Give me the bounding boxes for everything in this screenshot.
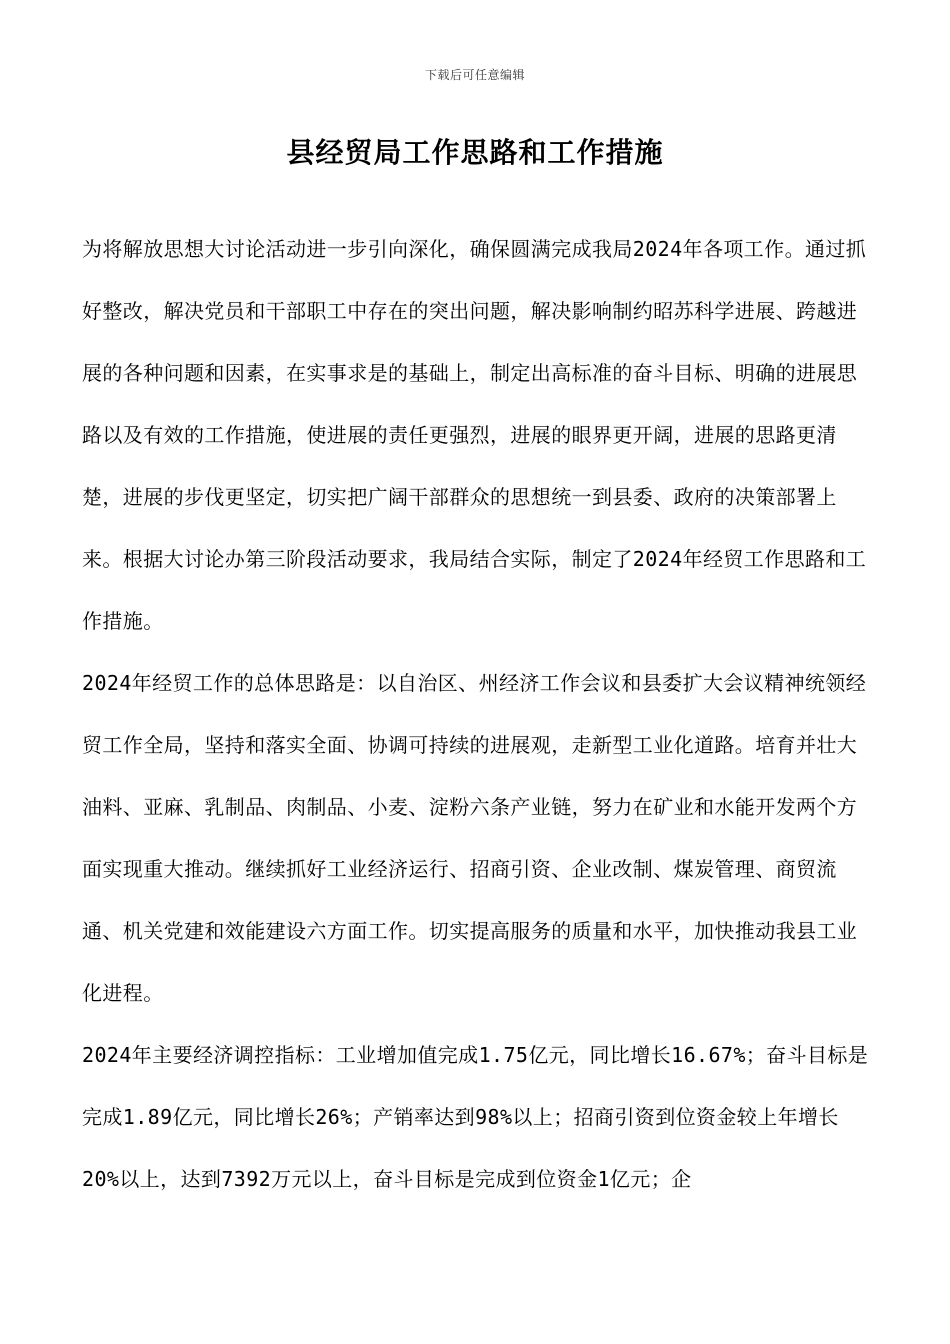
- paragraph-intro: 为将解放思想大讨论活动进一步引向深化，确保圆满完成我局2024年各项工作。通过抓好整改，解决党员和干部职工中存在的突出问题，解决影响制约昭苏科学进展、跨越进展的各种问题和因素，在实事求是的基础上，制定出高标准的奋斗目标、明确的进展思路以及有效的工作措施，使进展的责任更强烈，进展的眼界更开阔，进展的思路更清楚，进展的步伐更坚定，切实把广阔干部群众的思想统一到县委、政府的决策部署上来。根据大讨论办第三阶段活动要求，我局结合实际，制定了2024年经贸工作思路和工作措施。: [82, 237, 867, 633]
- paragraph-overall-approach: 2024年经贸工作的总体思路是：以自治区、州经济工作会议和县委扩大会议精神统领经贸工作全局，坚持和落实全面、协调可持续的进展观，走新型工业化道路。培育并壮大油料、亚麻、乳制品、肉制品、小麦、淀粉六条产业链，努力在矿业和水能开发两个方面实现重大推动。继续抓好工业经济运行、招商引资、企业改制、煤炭管理、商贸流通、机关党建和效能建设六方面工作。切实提高服务的质量和水平，加快推动我县工业化进程。: [82, 671, 867, 1005]
- document-body: [82, 218, 872, 1210]
- header-note: 下载后可任意编辑: [424, 68, 525, 82]
- paragraph-economic-indicators: 2024年主要经济调控指标：工业增加值完成1.75亿元，同比增长16.67%；奋斗目标是完成1.89亿元，同比增长26%；产销率达到98%以上；招商引资到位资金较上年增长20%以上，达到7392万元以上，奋斗目标是完成到位资金1亿元；企: [82, 1043, 869, 1191]
- document-title: 县经贸局工作思路和工作措施: [286, 136, 664, 169]
